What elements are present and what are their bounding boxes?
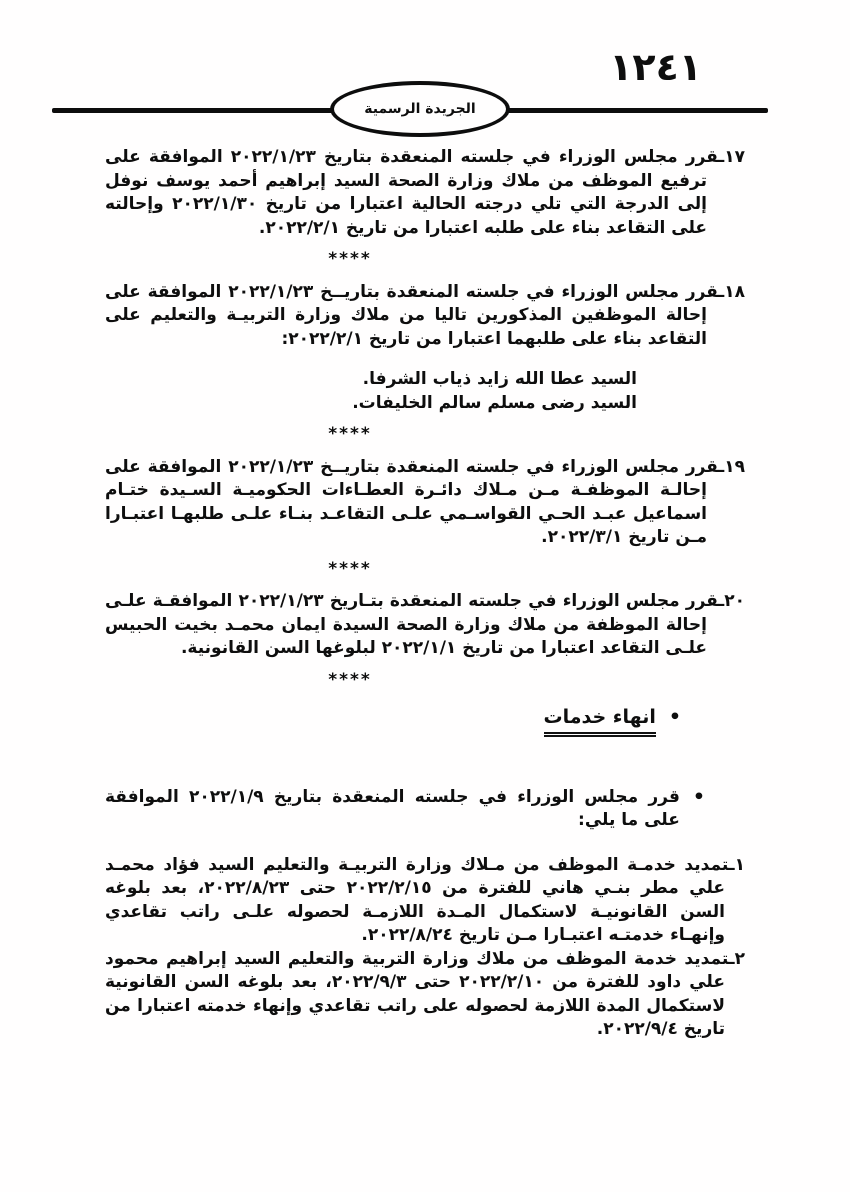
decision-18-text: قرر مجلس الوزراء في جلسته المنعقدة بتاريــخ ٢٠٢٢/١/٢٣ الموافقة على إحالة الموظفين المذكورين تاليا من ملاك وزارة التربيـة والتعليم على التقاعد بناء على طلبهما اعتبارا من تاريخ ٢٠٢٢/٢/١:	[105, 281, 719, 349]
decision-20-text: قرر مجلس الوزراء في جلسته المنعقدة بتـاريخ ٢٠٢٢/١/٢٣ الموافقـة علـى إحالة الموظفة من ملاك وزارة الصحة السيدة ايمان محمـد بخيت الحبيس علـى التقاعد اعتبارا من تاريخ ٢٠٢٢/١/١ لبلوغها السن القانونية.	[105, 591, 719, 658]
gazette-badge-label: الجريدة الرسمية	[364, 101, 476, 117]
page-number: ١٢٤١	[609, 45, 702, 89]
section-separator: ****	[328, 558, 372, 579]
service-item-1-number: ١ـ	[728, 854, 745, 875]
decision-17-text: قرر مجلس الوزراء في جلسته المنعقدة بتاريخ ٢٠٢٢/١/٢٣ الموافقة على ترفيع الموظف من ملاك وزارة الصحة السيد إبراهيم أحمد يوسف نوفل إلى الدرجة التي تلي درجته الحالية اعتبارا من تاريخ ٢٠٢٢/١/٣٠ وإحالته على التقاعد بناء على طلبه اعتبارا من تاريخ ٢٠٢٢/٢/١.	[105, 147, 719, 238]
service-item-2-text: تمديد خدمة الموظف من ملاك وزارة التربية والتعليم السيد إبراهيم محمود علي داود للفترة من ٢٠٢٢/٢/١٠ حتى ٢٠٢٢/٩/٣، بعد بلوغه السن القانونية لاستكمال المدة اللازمة لحصوله على راتب تقاعدي وإنهاء خدمته اعتبارا من تاريخ ٢٠٢٢/٩/٤.	[105, 948, 729, 1039]
services-termination-heading: انهاء خدمات	[544, 706, 656, 737]
page-header	[0, 0, 850, 146]
section-separator: ****	[328, 249, 372, 269]
section-separator: ****	[328, 424, 372, 444]
retired-employees-list	[105, 368, 637, 415]
services-termination-heading-row	[105, 706, 681, 737]
service-item-1	[105, 854, 745, 948]
bullet-icon: •	[668, 706, 681, 728]
service-item-1-text: تمديد خدمـة الموظف من مـلاك وزارة التربيـة والتعليم السيد فؤاد محمـد علي مطر بنـي هاني للفترة من ٢٠٢٢/٢/١٥ حتى ٢٠٢٢/٨/٢٣، بعد بلوغه السن القانونيـة لاستكمال المـدة اللازمـة لحصوله علـى راتب تقاعدي وإنهـاء خدمتـه اعتبـارا مـن تاريخ ٢٠٢٢/٨/٢٤.	[105, 854, 729, 945]
list-item: السيد رضى مسلم سالم الخليفات.	[352, 392, 637, 413]
decision-17	[105, 146, 745, 240]
gazette-badge	[330, 81, 510, 137]
bullet-icon: •	[692, 785, 705, 808]
decision-19-text: قرر مجلس الوزراء في جلسته المنعقدة بتاريــخ ٢٠٢٢/١/٢٣ الموافقة على إحالـة الموظفـة مـن مـلاك دائـرة العطـاءات الحكوميـة السـيدة ختـام اسماعيل عبـد الحـي القواسـمي علـى التقاعـد بنـاء علـى طلبهـا اعتبـارا مـن تاريخ ٢٠٢٢/٣/١.	[105, 456, 719, 547]
service-item-2-number: ٢ـ	[728, 948, 745, 969]
decision-19-number: ١٩ـ	[718, 456, 745, 477]
decision-18	[105, 281, 745, 352]
services-intro-text: قرر مجلس الوزراء في جلسته المنعقدة بتاريخ ٢٠٢٢/١/٩ الموافقة على ما يلي:	[105, 786, 680, 830]
page-body	[105, 146, 745, 1042]
decision-18-number: ١٨ـ	[718, 281, 745, 302]
decision-20-number: ٢٠ـ	[718, 591, 745, 611]
decision-19	[105, 456, 745, 550]
decision-20	[105, 590, 745, 661]
service-extension-items	[105, 854, 745, 1042]
decision-17-number: ١٧ـ	[718, 147, 745, 167]
list-item: السيد عطا الله زايد ذياب الشرفا.	[362, 369, 637, 389]
service-item-2	[105, 948, 745, 1042]
section-separator: ****	[328, 669, 372, 690]
services-intro-row	[105, 786, 705, 833]
